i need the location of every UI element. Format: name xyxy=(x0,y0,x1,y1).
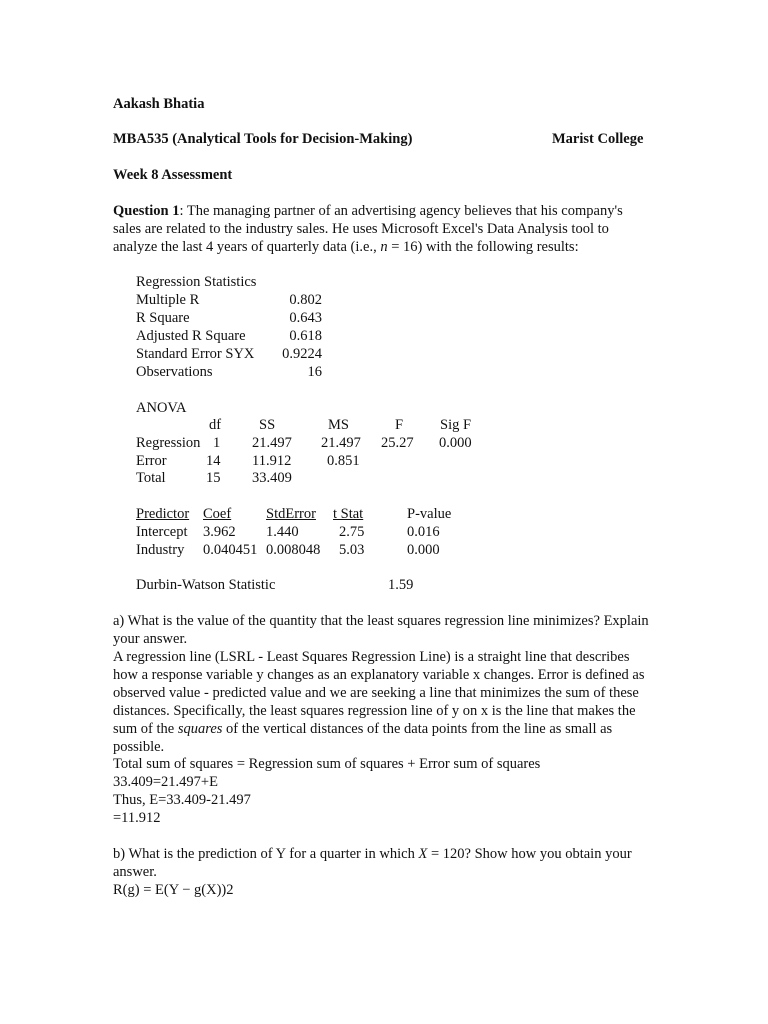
part-b-formula: R(g) = E(Y − g(X))2 xyxy=(113,882,234,898)
college-name: Marist College xyxy=(552,131,644,147)
predictor-cell: 0.016 xyxy=(407,524,440,540)
predictor-col-header: P-value xyxy=(407,506,452,522)
author-name: Aakash Bhatia xyxy=(113,96,205,112)
anova-cell: 11.912 xyxy=(252,453,292,469)
predictor-cell: 1.440 xyxy=(266,524,299,540)
part-a-answer: A regression line (LSRL - Least Squares Regression Line) is a straight line that describes how a response variable y changes as an explanatory variable x changes. Error is defined as observed value - predicted value and we are seeking a line that minimizes the sum of these distances. Specifically, the least squares regression line of y on x is the line that makes the sum of the squares of the vertical distances of the data points from the line as small as possible. xyxy=(113,649,645,755)
predictor-cell: 0.008048 xyxy=(266,542,321,558)
anova-cell: 1 xyxy=(213,435,221,451)
predictor-cell: 0.000 xyxy=(407,542,440,558)
anova-cell: 14 xyxy=(206,453,221,469)
part-a-line: =11.912 xyxy=(113,810,161,826)
anova-row-label: Error xyxy=(136,453,167,469)
anova-cell: 33.409 xyxy=(252,470,292,486)
stat-label: R Square xyxy=(136,310,190,326)
anova-row-label: Regression xyxy=(136,435,201,451)
regression-stats-heading: Regression Statistics xyxy=(136,274,257,290)
question-intro: Question 1: The managing partner of an advertising agency believes that his company's sales are related to the industry sales. He uses Microsoft Excel's Data Analysis tool to analyze the last 4 years of quarterly data (i.e., n = 16) with the following results: xyxy=(113,203,623,255)
anova-col-header: SS xyxy=(259,417,276,433)
stat-label: Observations xyxy=(136,364,213,380)
anova-heading: ANOVA xyxy=(136,400,187,416)
anova-col-header: df xyxy=(209,417,222,433)
durbin-watson-label: Durbin-Watson Statistic xyxy=(136,577,276,593)
anova-cell: 21.497 xyxy=(252,435,292,451)
predictor-name: Industry xyxy=(136,542,185,558)
part-a-line: Total sum of squares = Regression sum of squares + Error sum of squares xyxy=(113,756,541,772)
anova-cell: 0.000 xyxy=(439,435,472,451)
predictor-col-header: StdError xyxy=(266,506,316,522)
anova-row-label: Total xyxy=(136,470,166,486)
question-label: Question 1 xyxy=(113,203,180,219)
anova-col-header: F xyxy=(395,417,404,433)
anova-col-header: Sig F xyxy=(440,417,472,433)
predictor-col-header: Predictor xyxy=(136,506,190,522)
anova-cell: 25.27 xyxy=(381,435,414,451)
predictor-col-header: Coef xyxy=(203,506,232,522)
anova-cell: 15 xyxy=(206,470,221,486)
stat-label: Multiple R xyxy=(136,292,200,308)
part-b-question: b) What is the prediction of Y for a quarter in which X = 120? Show how you obtain your answer. xyxy=(113,846,632,880)
anova-cell: 0.851 xyxy=(327,453,360,469)
part-a-line: Thus, E=33.409-21.497 xyxy=(113,792,251,808)
predictor-col-header: t Stat xyxy=(333,506,364,522)
durbin-watson-value: 1.59 xyxy=(388,577,414,593)
stat-value: 0.643 xyxy=(289,310,322,326)
assessment-title: Week 8 Assessment xyxy=(113,167,233,183)
course-title: MBA535 (Analytical Tools for Decision-Making) xyxy=(113,131,413,147)
predictor-cell: 5.03 xyxy=(339,542,365,558)
stat-label: Standard Error SYX xyxy=(136,346,255,362)
stat-value: 0.9224 xyxy=(282,346,322,362)
stat-value: 16 xyxy=(307,364,322,380)
anova-col-header: MS xyxy=(328,417,349,433)
anova-cell: 21.497 xyxy=(321,435,361,451)
predictor-name: Intercept xyxy=(136,524,188,540)
predictor-cell: 0.040451 xyxy=(203,542,258,558)
part-a-line: 33.409=21.497+E xyxy=(113,774,218,790)
stat-value: 0.618 xyxy=(289,328,322,344)
predictor-cell: 2.75 xyxy=(339,524,365,540)
predictor-cell: 3.962 xyxy=(203,524,236,540)
part-a-question: a) What is the value of the quantity that the least squares regression line minimizes? Explain your answer. xyxy=(113,613,649,647)
stat-label: Adjusted R Square xyxy=(136,328,246,344)
stat-value: 0.802 xyxy=(289,292,322,308)
